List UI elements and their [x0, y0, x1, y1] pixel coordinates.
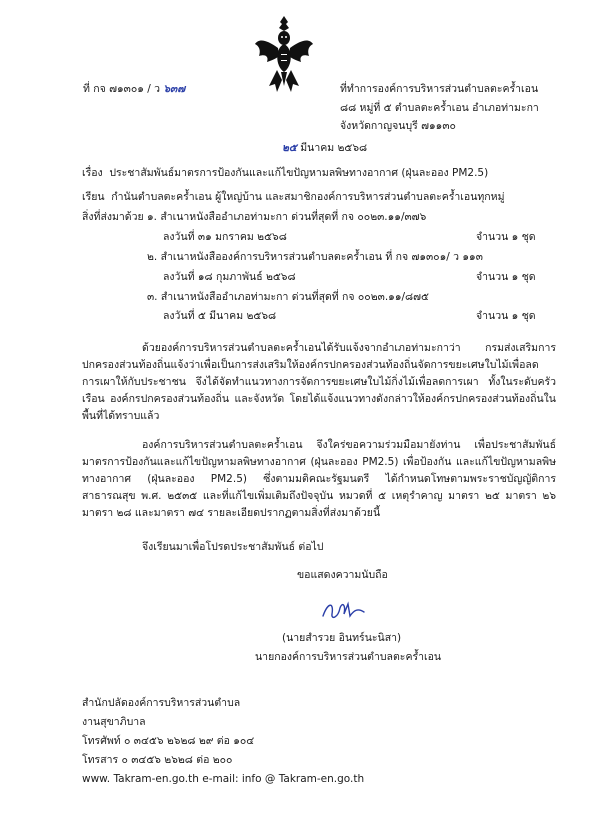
attachment-1-line2: ลงวันที่ ๓๑ มกราคม ๒๕๖๘ [163, 231, 287, 243]
attachment-2-line2: ลงวันที่ ๑๘ กุมภาพันธ์ ๒๕๖๘ [163, 271, 296, 283]
recipient-line [82, 190, 505, 204]
attachment-1-qty: จำนวน ๑ ชุด [476, 231, 536, 243]
office-address-line1: ๘๘ หมู่ที่ ๕ ตำบลตะคร้ำเอน อำเภอท่ามะกา [340, 102, 539, 114]
attachment-2-line1: ๒. สำเนาหนังสือองค์การบริหารส่วนตำบลตะคร้ำเอน ที่ กจ ๗๑๓๐๑/ ว ๑๑๓ [147, 251, 483, 263]
date-month-year: มีนาคม ๒๕๖๘ [300, 142, 368, 154]
garuda-emblem-icon [253, 14, 315, 100]
footer-department: สำนักปลัดองค์การบริหารส่วนตำบล [82, 697, 241, 709]
reference-number-text: ที่ กจ ๗๑๓๐๑ / ว [83, 83, 161, 95]
footer-web-email: www. Takram-en.go.th e-mail: info @ Takram-en.go.th [82, 773, 365, 785]
attachment-1-line1: ๑. สำเนาหนังสืออำเภอท่ามะกา ด่วนที่สุดที่ กจ ๐๐๒๓.๑๑/๓๗๖ [147, 211, 427, 223]
attachment-3-qty: จำนวน ๑ ชุด [476, 310, 536, 322]
recipient-label: เรียน [82, 191, 105, 203]
subject-text: ประชาสัมพันธ์มาตรการป้องกันและแก้ไขปัญหามลพิษทางอากาศ (ฝุ่นละออง PM2.5) [109, 167, 489, 179]
subject-line [82, 166, 488, 180]
footer-phone: โทรศัพท์ ๐ ๓๔๕๖ ๒๖๒๘ ๒๙ ต่อ ๑๐๔ [82, 735, 255, 747]
subject-label: เรื่อง [82, 167, 103, 179]
attachment-3-line1: ๓. สำเนาหนังสืออำเภอท่ามะกา ด่วนที่สุดที่ กจ ๐๐๒๓.๑๑/๘๗๕ [147, 291, 429, 303]
signatory-name: (นายสำรวย อินทร์นะนิสา) [282, 632, 402, 644]
attachments-label: สิ่งที่ส่งมาด้วย [82, 211, 144, 223]
letter-date [282, 141, 367, 155]
closing-regards: ขอแสดงความนับถือ [297, 569, 388, 581]
signatory-position: นายกองค์การบริหารส่วนตำบลตะคร้ำเอน [255, 651, 442, 663]
body-paragraph-2: องค์การบริหารส่วนตำบลตะคร้ำเอน จึงใคร่ขอความร่วมมือมายังท่าน เพื่อประชาสัมพันธ์มาตรการป้องกันและแก้ไขปัญหามลพิษทางอากาศ (ฝุ่นละออง PM2.5) เพื่อป้องกัน และแก้ไขปัญหามลพิษทางอากาศ (ฝุ่นละออง PM2.5) ซึ่งตามมติคณะรัฐมนตรี ได้กำหนดโทษตามพระราชบัญญัติการสาธารณสุข พ.ศ. ๒๕๓๕ และที่แก้ไขเพิ่มเติมถึงปัจจุบัน หมวดที่ ๕ เหตุรำคาญ มาตรา ๒๕ มาตรา ๒๖ มาตรา ๒๘ และมาตรา ๗๔ รายละเอียดปรากฏตามสิ่งที่ส่งมาด้วยนี้ [82, 439, 556, 519]
footer-unit: งานสุขาภิบาล [82, 716, 146, 728]
attachment-3-line2: ลงวันที่ ๕ มีนาคม ๒๕๖๘ [163, 310, 277, 322]
body-paragraph-1: ด้วยองค์การบริหารส่วนตำบลตะคร้ำเอนได้รับแจ้งจากอำเภอท่ามะกาว่า กรมส่งเสริมการปกครองส่วนท้องถิ่นแจ้งว่าเพื่อเป็นการส่งเสริมให้องค์กรปกครองส่วนท้องถิ่นจัดการขยะเศษใบไม้เพื่อลดการเผาให้กับประชาชน จึงได้จัดทำแนวทางการจัดการขยะเศษใบไม้กิ่งไม้เพื่อลดการเผา ทั้งในระดับครัวเรือน องค์กรปกครองส่วนท้องถิ่น และจังหวัด โดยได้แจ้งแนวทางดังกล่าวให้องค์กรปกครองส่วนท้องถิ่นในพื้นที่ได้ทราบแล้ว [82, 342, 556, 422]
reference-number [83, 82, 185, 96]
office-name: ที่ทำการองค์การบริหารส่วนตำบลตะคร้ำเอน [340, 83, 539, 95]
date-day-handwritten: ๒๕ [282, 142, 297, 154]
body-paragraph-3: จึงเรียนมาเพื่อโปรดประชาสัมพันธ์ ต่อไป [142, 541, 324, 553]
attachment-2-qty: จำนวน ๑ ชุด [476, 271, 536, 283]
recipient-text: กำนันตำบลตะคร้ำเอน ผู้ใหญ่บ้าน และสมาชิกองค์การบริหารส่วนตำบลตะคร้ำเอนทุกหมู่ [111, 191, 505, 203]
signature-icon [320, 598, 366, 622]
footer-fax: โทรสาร ๐ ๓๔๕๖ ๒๖๒๘ ต่อ ๒๐๐ [82, 754, 233, 766]
office-address-line2: จังหวัดกาญจนบุรี ๗๑๑๓๐ [340, 120, 456, 132]
reference-number-handwritten: ๖๓๗ [163, 83, 186, 95]
